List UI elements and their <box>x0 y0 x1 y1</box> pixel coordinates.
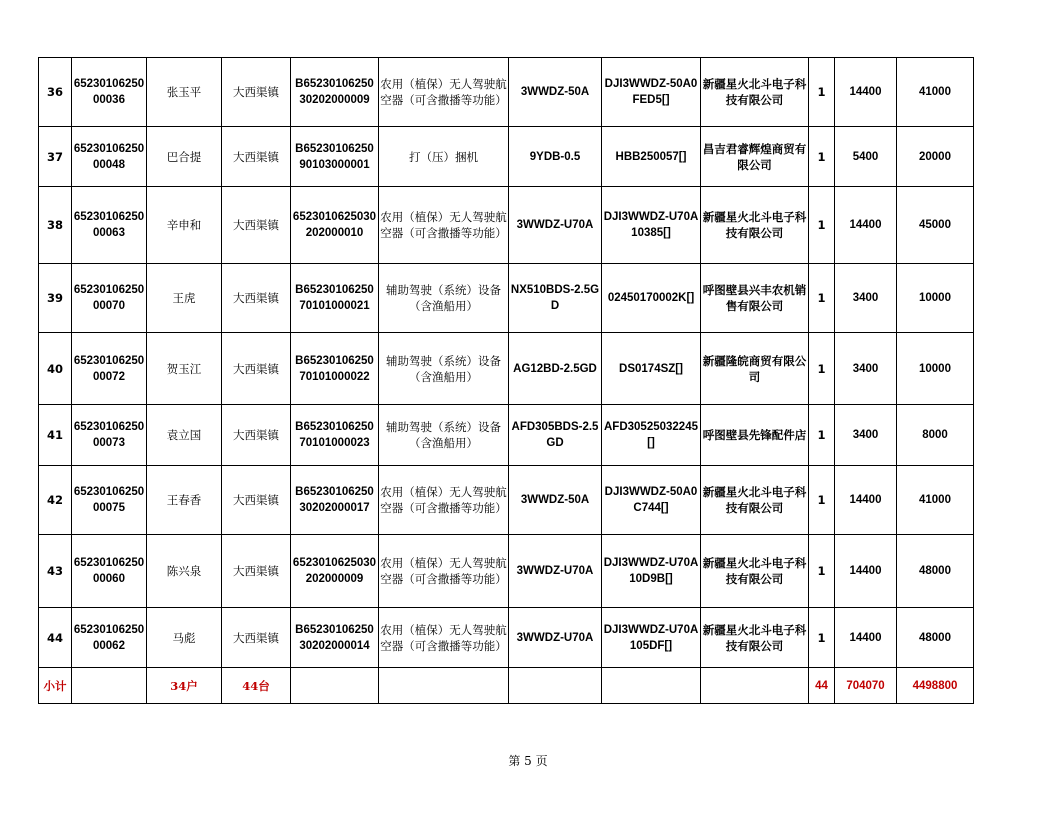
subsidy-amount: 14400 <box>835 187 897 264</box>
subtotal-subsidy: 704070 <box>835 668 897 704</box>
subtotal-units: 44台 <box>222 668 291 704</box>
sale-amount: 41000 <box>897 58 974 127</box>
sale-amount: 20000 <box>897 127 974 187</box>
row-number: 44 <box>39 608 72 668</box>
applicant-id: 6523010625000072 <box>72 333 147 405</box>
row-number: 37 <box>39 127 72 187</box>
sale-amount: 8000 <box>897 405 974 466</box>
machine-model: 3WWDZ-U70A <box>509 535 602 608</box>
town: 大西渠镇 <box>222 333 291 405</box>
empty-cell <box>72 668 147 704</box>
vendor: 新疆星火北斗电子科技有限公司 <box>701 58 809 127</box>
machine-model: 3WWDZ-U70A <box>509 608 602 668</box>
town: 大西渠镇 <box>222 608 291 668</box>
machine-model: 3WWDZ-U70A <box>509 187 602 264</box>
subsidy-amount: 14400 <box>835 58 897 127</box>
empty-cell <box>602 668 701 704</box>
vendor: 新疆星火北斗电子科技有限公司 <box>701 608 809 668</box>
sale-amount: 48000 <box>897 608 974 668</box>
serial-number: DJI3WWDZ-50A0C744[] <box>602 466 701 535</box>
row-number: 39 <box>39 264 72 333</box>
table-row <box>39 264 974 333</box>
vendor: 新疆隆皖商贸有限公司 <box>701 333 809 405</box>
machine-item: 辅助驾驶（系统）设备（含渔船用） <box>379 264 509 333</box>
machine-code: B6523010625070101000023 <box>291 405 379 466</box>
serial-number: HBB250057[] <box>602 127 701 187</box>
applicant-id: 6523010625000060 <box>72 535 147 608</box>
subsidy-amount: 5400 <box>835 127 897 187</box>
quantity: 1 <box>809 333 835 405</box>
sale-amount: 10000 <box>897 264 974 333</box>
machine-item: 农用（植保）无人驾驶航空器（可含撒播等功能） <box>379 187 509 264</box>
applicant-id: 6523010625000048 <box>72 127 147 187</box>
table-row <box>39 58 974 127</box>
subsidy-amount: 3400 <box>835 405 897 466</box>
quantity: 1 <box>809 264 835 333</box>
machine-code: B6523010625030202000017 <box>291 466 379 535</box>
machine-code: B6523010625030202000009 <box>291 58 379 127</box>
machine-item: 农用（植保）无人驾驶航空器（可含撒播等功能） <box>379 466 509 535</box>
applicant-id: 6523010625000063 <box>72 187 147 264</box>
quantity: 1 <box>809 187 835 264</box>
table-row <box>39 535 974 608</box>
quantity: 1 <box>809 127 835 187</box>
empty-cell <box>379 668 509 704</box>
machine-code: B6523010625090103000001 <box>291 127 379 187</box>
machine-item: 农用（植保）无人驾驶航空器（可含撒播等功能） <box>379 535 509 608</box>
town: 大西渠镇 <box>222 466 291 535</box>
row-number: 43 <box>39 535 72 608</box>
empty-cell <box>701 668 809 704</box>
machine-code: B6523010625030202000014 <box>291 608 379 668</box>
page-number: 第 5 页 <box>508 754 548 768</box>
machine-item: 辅助驾驶（系统）设备（含渔船用） <box>379 405 509 466</box>
table-body <box>39 58 974 704</box>
applicant-name: 张玉平 <box>147 58 222 127</box>
row-number: 42 <box>39 466 72 535</box>
machine-model: NX510BDS-2.5GD <box>509 264 602 333</box>
applicant-name: 王虎 <box>147 264 222 333</box>
machine-item: 农用（植保）无人驾驶航空器（可含撒播等功能） <box>379 58 509 127</box>
subtotal-quantity: 44 <box>809 668 835 704</box>
vendor: 新疆星火北斗电子科技有限公司 <box>701 535 809 608</box>
applicant-name: 袁立国 <box>147 405 222 466</box>
subsidy-table <box>38 57 974 704</box>
quantity: 1 <box>809 405 835 466</box>
quantity: 1 <box>809 608 835 668</box>
sale-amount: 48000 <box>897 535 974 608</box>
applicant-name: 辛申和 <box>147 187 222 264</box>
machine-code: B6523010625070101000021 <box>291 264 379 333</box>
subtotal-households: 34户 <box>147 668 222 704</box>
vendor: 新疆星火北斗电子科技有限公司 <box>701 187 809 264</box>
subsidy-amount: 3400 <box>835 264 897 333</box>
serial-number: DJI3WWDZ-50A0FED5[] <box>602 58 701 127</box>
machine-code: 6523010625030202000009 <box>291 535 379 608</box>
applicant-id: 6523010625000073 <box>72 405 147 466</box>
row-number: 41 <box>39 405 72 466</box>
applicant-name: 陈兴泉 <box>147 535 222 608</box>
machine-model: AFD305BDS-2.5GD <box>509 405 602 466</box>
applicant-id: 6523010625000036 <box>72 58 147 127</box>
applicant-id: 6523010625000075 <box>72 466 147 535</box>
row-number: 40 <box>39 333 72 405</box>
applicant-id: 6523010625000062 <box>72 608 147 668</box>
machine-model: 9YDB-0.5 <box>509 127 602 187</box>
town: 大西渠镇 <box>222 535 291 608</box>
machine-code: 6523010625030202000010 <box>291 187 379 264</box>
subtotal-amount: 4498800 <box>897 668 974 704</box>
sale-amount: 45000 <box>897 187 974 264</box>
sale-amount: 10000 <box>897 333 974 405</box>
vendor: 呼图壁县先锋配件店 <box>701 405 809 466</box>
serial-number: DJI3WWDZ-U70A105DF[] <box>602 608 701 668</box>
table-row <box>39 608 974 668</box>
machine-model: 3WWDZ-50A <box>509 58 602 127</box>
quantity: 1 <box>809 466 835 535</box>
subtotal-row <box>39 668 974 704</box>
applicant-name: 王春香 <box>147 466 222 535</box>
quantity: 1 <box>809 58 835 127</box>
machine-item: 打（压）捆机 <box>379 127 509 187</box>
applicant-name: 马彪 <box>147 608 222 668</box>
sale-amount: 41000 <box>897 466 974 535</box>
subtotal-label: 小计 <box>39 668 72 704</box>
serial-number: 02450170002K[] <box>602 264 701 333</box>
town: 大西渠镇 <box>222 187 291 264</box>
town: 大西渠镇 <box>222 58 291 127</box>
subsidy-amount: 14400 <box>835 466 897 535</box>
table-row <box>39 466 974 535</box>
row-number: 36 <box>39 58 72 127</box>
town: 大西渠镇 <box>222 405 291 466</box>
applicant-id: 6523010625000070 <box>72 264 147 333</box>
machine-model: 3WWDZ-50A <box>509 466 602 535</box>
serial-number: DJI3WWDZ-U70A10385[] <box>602 187 701 264</box>
town: 大西渠镇 <box>222 127 291 187</box>
machine-item: 辅助驾驶（系统）设备（含渔船用） <box>379 333 509 405</box>
serial-number: DJI3WWDZ-U70A10D9B[] <box>602 535 701 608</box>
empty-cell <box>509 668 602 704</box>
table-row <box>39 405 974 466</box>
serial-number: DS0174SZ[] <box>602 333 701 405</box>
empty-cell <box>291 668 379 704</box>
machine-code: B6523010625070101000022 <box>291 333 379 405</box>
vendor: 新疆星火北斗电子科技有限公司 <box>701 466 809 535</box>
town: 大西渠镇 <box>222 264 291 333</box>
table-row <box>39 187 974 264</box>
subsidy-amount: 3400 <box>835 333 897 405</box>
applicant-name: 巴合提 <box>147 127 222 187</box>
table-row <box>39 127 974 187</box>
table-row <box>39 333 974 405</box>
quantity: 1 <box>809 535 835 608</box>
vendor: 呼图壁县兴丰农机销售有限公司 <box>701 264 809 333</box>
subsidy-amount: 14400 <box>835 608 897 668</box>
vendor: 昌吉君睿辉煌商贸有限公司 <box>701 127 809 187</box>
row-number: 38 <box>39 187 72 264</box>
serial-number: AFD30525032245[] <box>602 405 701 466</box>
subsidy-amount: 14400 <box>835 535 897 608</box>
machine-item: 农用（植保）无人驾驶航空器（可含撒播等功能） <box>379 608 509 668</box>
applicant-name: 贺玉江 <box>147 333 222 405</box>
machine-model: AG12BD-2.5GD <box>509 333 602 405</box>
